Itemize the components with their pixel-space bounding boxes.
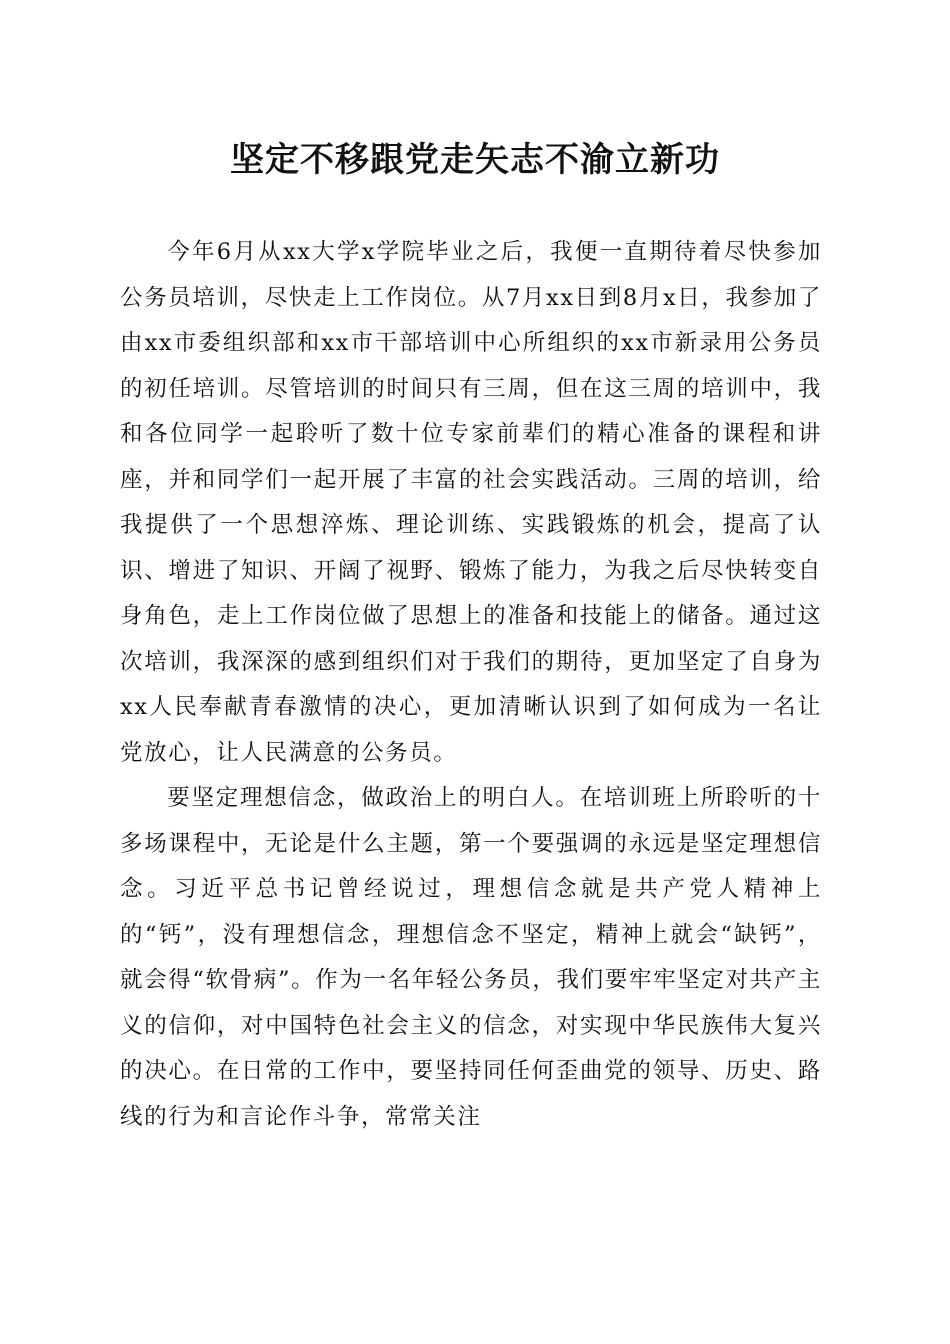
paragraph-1: 今年6月从xx大学x学院毕业之后，我便一直期待着尽快参加公务员培训，尽快走上工作岗位。从7月xx日到8月x日，我参加了由xx市委组织部和xx市干部培训中心所组织的xx市新录用公务员的初任培训。尽管培训的时间只有三周，但在这三周的培训中，我和各位同学一起聆听了数十位专家前辈们的精心准备的课程和讲座，并和同学们一起开展了丰富的社会实践活动。三周的培训，给我提供了一个思想淬炼、理论训练、实践锻炼的机会，提高了认识、增进了知识、开阔了视野、锻炼了能力，为我之后尽快转变自身角色，走上工作岗位做了思想上的准备和技能上的储备。通过这次培训，我深深的感到组织们对于我们的期待，更加坚定了自身为xx人民奉献青春激情的决心，更加清晰认识到了如何成为一名让党放心，让人民满意的公务员。 <box>120 239 822 766</box>
document-body <box>120 230 822 1140</box>
document-title: 坚定不移跟党走矢志不渝立新功 <box>230 140 720 180</box>
paragraph-2: 要坚定理想信念，做政治上的明白人。在培训班上所聆听的十多场课程中，无论是什么主题，第一个要强调的永远是坚定理想信念。习近平总书记曾经说过，理想信念就是共产党人精神上的“钙”，没有理想信念，理想信念不坚定，精神上就会“缺钙”，就会得“软骨病”。作为一名年轻公务员，我们要牢牢坚定对共产主义的信仰，对中国特色社会主义的信念，对实现中华民族伟大复兴的决心。在日常的工作中，要坚持同任何歪曲党的领导、历史、路线的行为和言论作斗争，常常关注 <box>120 785 822 1130</box>
